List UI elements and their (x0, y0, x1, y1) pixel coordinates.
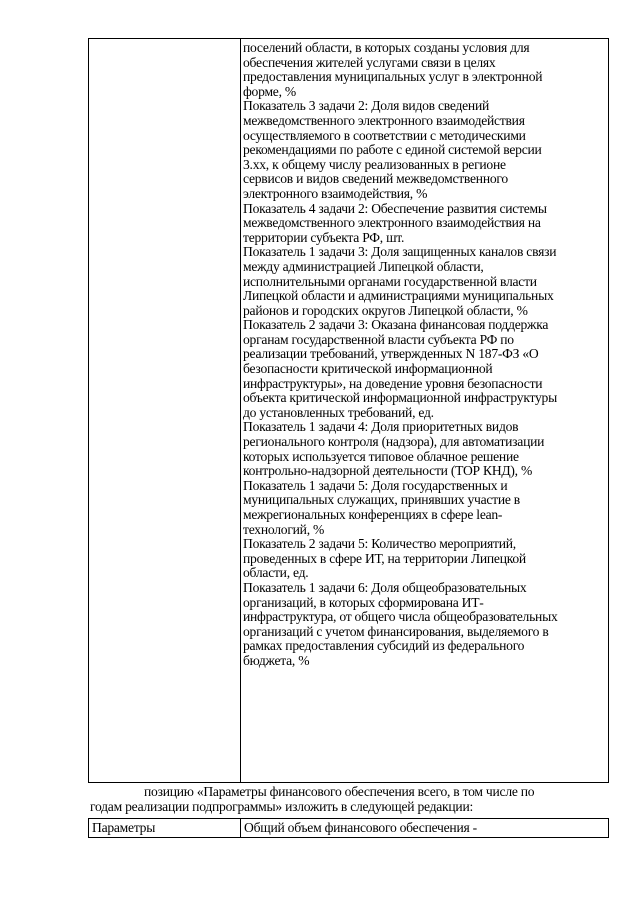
indicator-text-line: межведомственного электронного взаимодействия на (243, 215, 541, 231)
indicator-text-line: Показатель 1 задачи 3: Доля защищенных каналов связи (243, 244, 557, 260)
paragraph-line-2: годам реализации подпрограммы» изложить в следующей редакции: (90, 799, 474, 814)
indicator-text-line: межведомственного электронного взаимодействия (243, 112, 525, 128)
parameters-label: Параметры (92, 820, 156, 835)
indicator-text-line: Показатель 3 задачи 2: Доля видов сведений (243, 98, 489, 114)
indicator-text-line: инфраструктура, от общего числа общеобразовательных (243, 609, 558, 625)
indicator-text-line: органам государственной власти субъекта РФ по (243, 331, 514, 347)
table-column-divider (240, 39, 241, 782)
indicator-text-line: организаций, в которых сформирована ИТ- (243, 594, 484, 610)
instruction-paragraph (90, 784, 610, 814)
financing-total-text: Общий объем финансового обеспечения - (244, 820, 477, 835)
table-left-cell (89, 39, 240, 782)
indicator-text-line: бюджета, % (243, 652, 310, 668)
indicator-text-line: организаций с учетом финансирования, выделяемого в (243, 623, 549, 639)
indicator-text-line: которых используется типовое облачное решение (243, 448, 519, 464)
indicator-text-line: Показатель 1 задачи 4: Доля приоритетных видов (243, 419, 519, 435)
indicators-text-cell (243, 41, 605, 669)
indicator-text-line: области, ед. (243, 565, 309, 581)
indicator-text-line: безопасности критической информационной (243, 361, 493, 377)
indicator-text-line: исполнительными органами государственной власти (243, 273, 537, 289)
paragraph-line-1: позицию «Параметры финансового обеспечения всего, в том числе по (144, 784, 535, 799)
indicator-text-line: технологий, % (243, 521, 325, 537)
financing-parameters-table (88, 818, 609, 838)
indicator-text-line: обеспечения жителей услугами связи в целях (243, 54, 496, 70)
indicator-text-line: 3.хх, к общему числу реализованных в регионе (243, 156, 506, 172)
table-column-divider (240, 819, 241, 837)
indicator-text-line: сервисов и видов сведений межведомственного (243, 171, 508, 187)
indicator-text-line: контрольно-надзорной деятельности (ТОР КНД), % (243, 463, 533, 479)
indicator-text-line: межрегиональных конференциях в сфере lean- (243, 507, 503, 522)
indicator-text-line: Показатель 1 задачи 6: Доля общеобразовательных (243, 579, 527, 595)
indicator-text-line: осуществляемого в соответствии с методическими (243, 127, 526, 143)
indicator-text-line: районов и городских округов Липецкой области, % (243, 302, 528, 318)
indicator-text-line: рамках предоставления субсидий из федерального (243, 638, 525, 654)
indicator-text-line: муниципальных служащих, принявших участие в (243, 492, 520, 508)
indicator-text-line: регионального контроля (надзора), для автоматизации (243, 434, 545, 450)
indicator-text-line: между администрацией Липецкой области, (243, 258, 484, 274)
indicator-text-line: реализации требований, утвержденных N 187-ФЗ «О (243, 346, 539, 362)
indicator-text-line: поселений области, в которых созданы условия для (243, 40, 530, 55)
indicator-text-line: рекомендациями по работе с единой системой версии (243, 142, 542, 158)
indicator-text-line: Показатель 4 задачи 2: Обеспечение развития системы (243, 200, 547, 216)
indicator-text-line: Показатель 2 задачи 5: Количество мероприятий, (243, 536, 516, 552)
indicator-text-line: Липецкой области и администрациями муниципальных (243, 288, 554, 304)
indicator-text-line: Показатель 2 задачи 3: Оказана финансовая поддержка (243, 317, 549, 333)
indicator-text-line: территории субъекта РФ, шт. (243, 229, 405, 245)
indicator-text-line: до установленных требований, ед. (243, 404, 434, 420)
indicator-text-line: форме, % (243, 83, 296, 99)
indicator-text-line: проведенных в сфере ИТ, на территории Липецкой (243, 550, 526, 566)
indicator-text-line: инфраструктуры», на доведение уровня безопасности (243, 375, 543, 391)
indicators-table (88, 38, 609, 783)
indicator-text-line: Показатель 1 задачи 5: Доля государственных и (243, 477, 508, 493)
indicator-text-line: электронного взаимодействия, % (243, 185, 428, 201)
indicator-text-line: предоставления муниципальных услуг в электронной (243, 69, 543, 85)
indicator-text-line: объекта критической информационной инфраструктуры (243, 390, 557, 406)
